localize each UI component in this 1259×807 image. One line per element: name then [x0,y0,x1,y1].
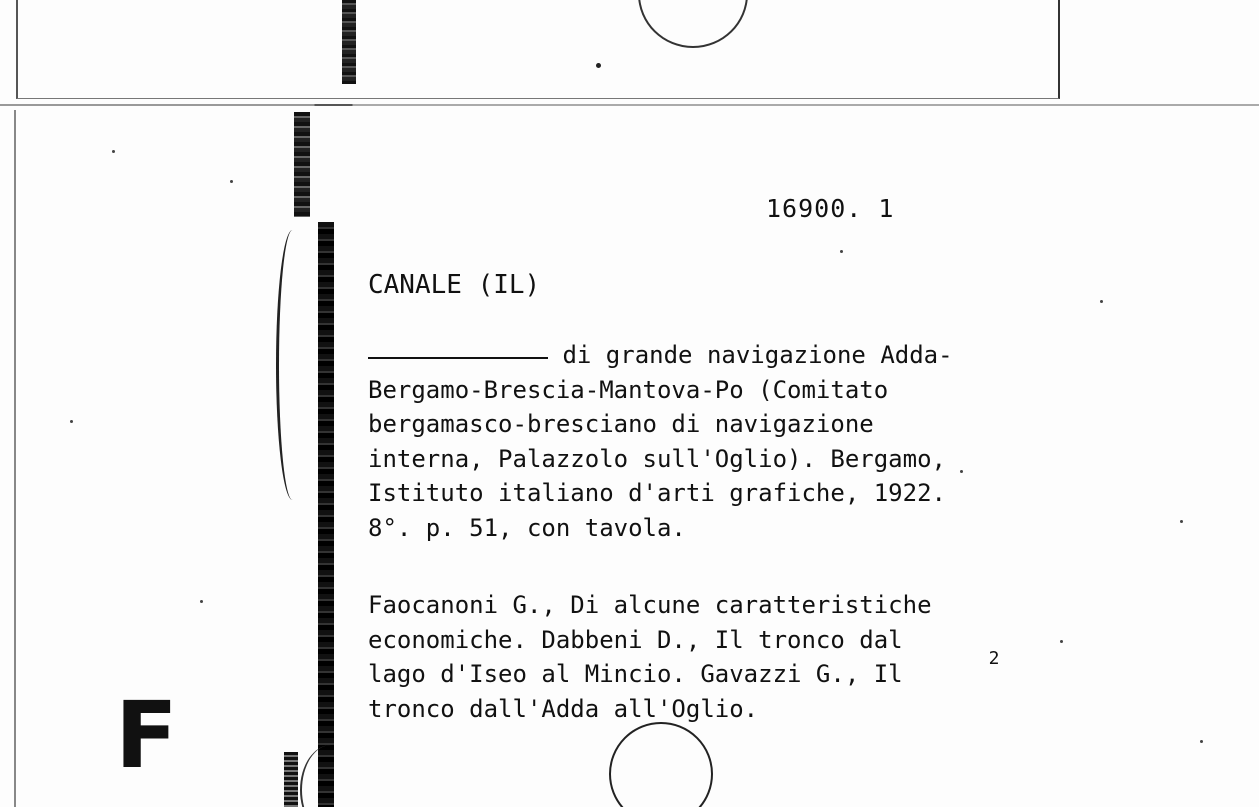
paper-speck [1100,300,1103,303]
binding-edge [318,222,334,807]
note-line: Faocanoni G., Di alcune caratteristiche [368,591,932,619]
card-divider [0,104,1259,106]
entry-line: bergamasco-bresciano di navigazione [368,410,874,438]
paper-speck [112,150,115,153]
previous-card-binding [342,0,356,84]
binding-edge-bottom [284,752,298,807]
margin-curve [276,230,309,500]
paper-speck [230,180,233,183]
entry-line: 8°. p. 51, con tavola. [368,513,686,542]
note-line: economiche. Dabbeni D., Il tronco dal [368,625,903,654]
paper-speck [960,470,963,473]
paper-speck [200,600,203,603]
contents-note [368,588,1018,726]
previous-card-remnant [16,0,1060,99]
bibliographic-entry [368,338,1018,545]
paper-speck [1060,640,1063,643]
entry-line: interna, Palazzolo sull'Oglio). Bergamo, [368,444,946,473]
paper-speck [840,250,843,253]
note-line: tronco dall'Adda all'Oglio. [368,694,759,723]
entry-line: di grande navigazione Adda- [548,341,953,369]
ink-dot [596,63,601,68]
title-repeat-blank [368,357,548,359]
left-margin-rule [14,110,16,807]
punch-hole-remnant [638,0,748,48]
paper-speck [70,420,73,423]
entry-line: Istituto italiano d'arti grafiche, 1922. [368,479,946,507]
card-heading: CANALE (IL) [368,270,541,300]
binding-edge-upper [294,112,310,217]
side-mark: 2 [988,648,1000,669]
accession-number: 16900. 1 [766,194,895,223]
margin-letter: F [115,682,178,789]
paper-speck [1180,520,1183,523]
entry-line: Bergamo-Brescia-Mantova-Po (Comitato [368,375,889,404]
punch-hole [609,722,713,807]
stamp-arc [300,745,362,807]
paper-speck [1200,740,1203,743]
note-line: lago d'Iseo al Mincio. Gavazzi G., Il [368,660,903,688]
